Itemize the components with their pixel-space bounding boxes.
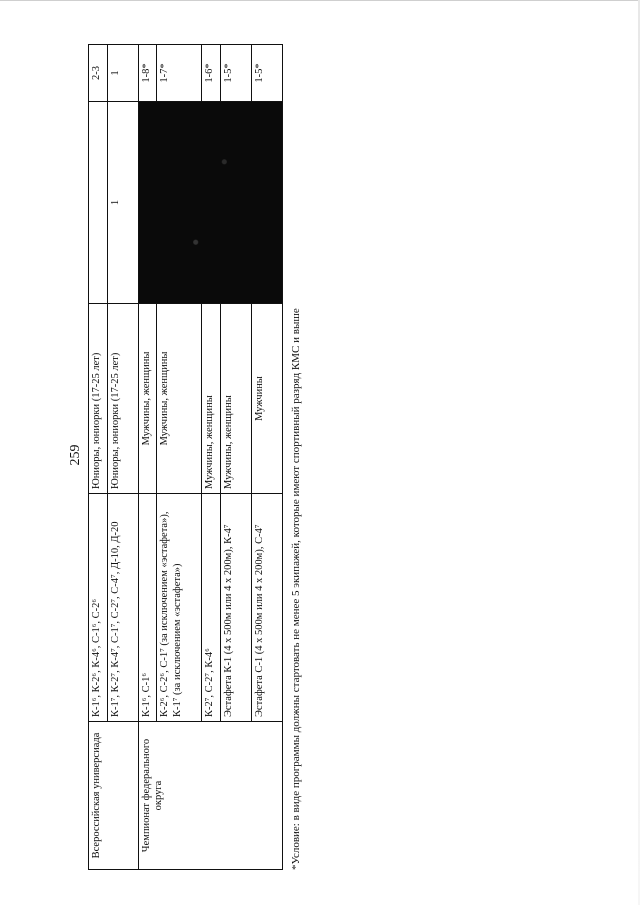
- rotated-page: [68, 45, 313, 870]
- age-group-cell: Мужчины, женщины: [157, 304, 202, 494]
- age-group-cell: Мужчины, женщины: [202, 304, 221, 494]
- age-group-cell: Мужчины, женщины: [221, 304, 252, 494]
- competition-cell: Всероссийская универсиада: [89, 722, 139, 870]
- disciplines-cell: К-1⁶, К-2⁶, К-4⁶, С-1⁶, С-2⁶: [89, 494, 108, 722]
- qualification-table: [88, 44, 283, 870]
- age-group-cell: Юниоры, юниорки (17-25 лет): [107, 304, 138, 494]
- table-row: [89, 45, 108, 870]
- competition-cell: Чемпионат федерального округа: [138, 722, 282, 870]
- disciplines-cell: К-2⁶, С-2⁶, С-1⁷ (за исключением «эстафета»), К-1⁷ (за исключением «эстафета»): [157, 494, 202, 722]
- disciplines-cell: Эстафета С-1 (4 х 500м или 4 х 200м), С-4⁷: [251, 494, 282, 722]
- disciplines-cell: К-2⁷, С-2⁷, К-4⁶: [202, 494, 221, 722]
- scan-top-border: [0, 0, 640, 1]
- age-group-cell: Мужчины: [251, 304, 282, 494]
- count-cell: 1: [107, 102, 138, 304]
- result-cell: 1-5*: [221, 45, 252, 102]
- result-cell: 1-6*: [202, 45, 221, 102]
- disciplines-cell: К-1⁷, К-2⁷, К-4⁷, С-1⁷, С-2⁷, С-4⁷, Д-10, Д-20: [107, 494, 138, 722]
- footnote: *Условие: в виде программы должны стартовать не менее 5 экипажей, которые имеют спортивный разряд КМС и выше: [290, 308, 302, 870]
- result-cell: 1-5*: [251, 45, 282, 102]
- age-group-cell: Юниоры, юниорки (17-25 лет): [89, 304, 108, 494]
- table-row: [138, 45, 157, 870]
- result-cell: 2-3: [89, 45, 108, 102]
- disciplines-cell: К-1⁶, С-1⁶: [138, 494, 157, 722]
- blacked-out-cell: [138, 102, 282, 304]
- page-number: 259: [68, 444, 83, 466]
- age-group-cell: Мужчины, женщины: [138, 304, 157, 494]
- result-cell: 1: [107, 45, 138, 102]
- count-cell: [89, 102, 108, 304]
- disciplines-cell: Эстафета К-1 (4 х 500м или 4 х 200м), К-4⁷: [221, 494, 252, 722]
- result-cell: 1-7*: [157, 45, 202, 102]
- result-cell: 1-8*: [138, 45, 157, 102]
